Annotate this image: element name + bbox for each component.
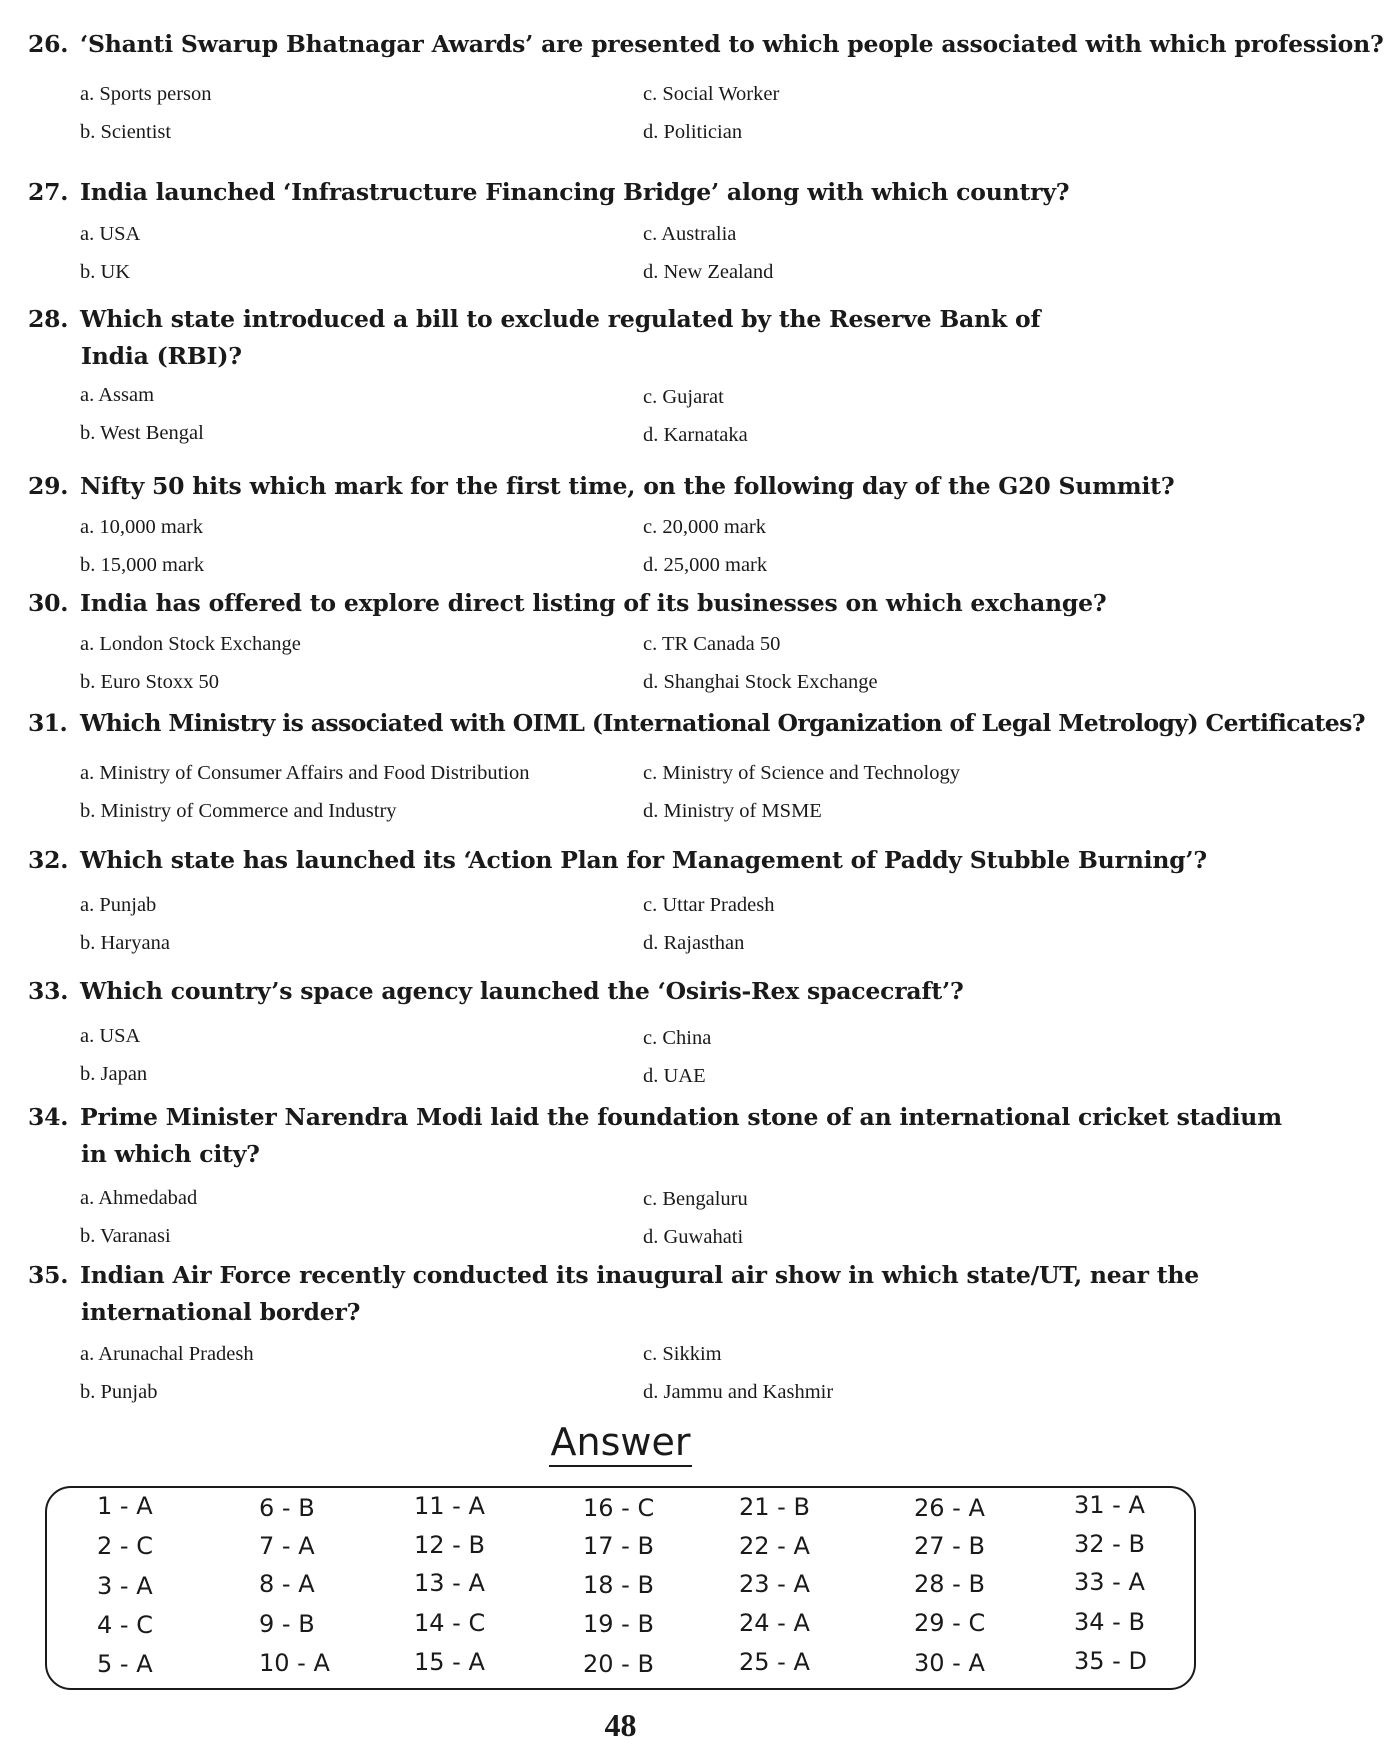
option-b: b. UK: [80, 261, 131, 283]
question-text: Which state introduced a bill to exclude regulated by the Reserve Bank of: [80, 305, 1041, 333]
question-number: 28.: [28, 305, 69, 333]
question-number: 34.: [28, 1103, 69, 1131]
option-b: b. Haryana: [80, 932, 170, 954]
answer-cell: 4 - C: [97, 1611, 153, 1639]
answer-cell: 10 - A: [259, 1649, 330, 1677]
answer-heading-text: Answer: [549, 1420, 693, 1467]
answer-heading: [0, 1418, 1241, 1466]
option-c: c. Uttar Pradesh: [643, 894, 775, 916]
question-number: 31.: [28, 709, 68, 737]
answer-cell: 22 - A: [739, 1532, 810, 1560]
answer-cell: 2 - C: [97, 1532, 153, 1560]
question-text: Indian Air Force recently conducted its inaugural air show in which state/UT, near the: [80, 1261, 1200, 1289]
question-number: 33.: [28, 977, 69, 1005]
option-a: a. 10,000 mark: [80, 516, 203, 538]
answer-cell: 8 - A: [259, 1570, 315, 1598]
option-d: d. Jammu and Kashmir: [643, 1381, 834, 1403]
answer-cell: 15 - A: [414, 1648, 485, 1676]
option-b: b. Scientist: [80, 121, 172, 143]
option-d: d. New Zealand: [643, 261, 774, 283]
option-d: d. Karnataka: [643, 424, 748, 446]
answer-cell: 17 - B: [583, 1532, 654, 1560]
option-b: b. Ministry of Commerce and Industry: [80, 800, 397, 822]
question-number: 27.: [28, 178, 69, 206]
answer-cell: 20 - B: [583, 1650, 654, 1678]
option-b: b. Varanasi: [80, 1225, 171, 1247]
answer-cell: 11 - A: [414, 1492, 485, 1520]
question-number: 32.: [28, 846, 69, 874]
option-c: c. Sikkim: [643, 1343, 722, 1365]
option-c: c. Bengaluru: [643, 1188, 748, 1210]
option-b: b. Euro Stoxx 50: [80, 671, 219, 693]
question-number: 29.: [28, 472, 69, 500]
option-c: c. Gujarat: [643, 386, 724, 408]
answer-cell: 5 - A: [97, 1650, 153, 1678]
option-c: c. TR Canada 50: [643, 633, 781, 655]
question-32: [28, 842, 1228, 879]
question-text-cont: international border?: [81, 1298, 361, 1326]
answer-cell: 31 - A: [1074, 1491, 1145, 1519]
question-26: [28, 26, 1384, 63]
option-c: c. 20,000 mark: [643, 516, 766, 538]
option-b: b. West Bengal: [80, 422, 204, 444]
question-text: Nifty 50 hits which mark for the first time, on the following day of the G20 Summit?: [80, 472, 1175, 500]
option-b: b. 15,000 mark: [80, 554, 205, 576]
question-30: [28, 585, 1228, 622]
option-a: a. Ministry of Consumer Affairs and Food Distribution: [80, 762, 530, 784]
answer-cell: 19 - B: [583, 1610, 654, 1638]
option-b: b. Punjab: [80, 1381, 158, 1403]
option-a: a. London Stock Exchange: [80, 633, 301, 655]
question-number: 35.: [28, 1261, 69, 1289]
answer-cell: 1 - A: [97, 1492, 153, 1520]
answer-cell: 7 - A: [259, 1532, 315, 1560]
answer-cell: 32 - B: [1074, 1530, 1145, 1558]
option-c: c. Social Worker: [643, 83, 780, 105]
option-c: c. Ministry of Science and Technology: [643, 762, 960, 784]
option-a: a. USA: [80, 223, 141, 245]
option-d: d. Guwahati: [643, 1226, 744, 1248]
answer-cell: 13 - A: [414, 1569, 485, 1597]
answer-cell: 28 - B: [914, 1570, 985, 1598]
answer-cell: 3 - A: [97, 1572, 153, 1600]
answer-cell: 27 - B: [914, 1532, 985, 1560]
question-number: 30.: [28, 589, 69, 617]
answer-cell: 33 - A: [1074, 1568, 1145, 1596]
option-a: a. Arunachal Pradesh: [80, 1343, 254, 1365]
question-text: ‘Shanti Swarup Bhatnagar Awards’ are presented to which people associated with which profession?: [80, 30, 1384, 58]
answer-cell: 6 - B: [259, 1494, 315, 1522]
answer-cell: 21 - B: [739, 1493, 810, 1521]
question-number: 26.: [28, 30, 69, 58]
answer-cell: 23 - A: [739, 1570, 810, 1598]
question-35: [28, 1257, 1228, 1331]
option-d: d. Politician: [643, 121, 743, 143]
option-c: c. Australia: [643, 223, 737, 245]
answer-cell: 34 - B: [1074, 1608, 1145, 1636]
question-text: Prime Minister Narendra Modi laid the foundation stone of an international cricket stadium: [80, 1103, 1282, 1131]
option-a: a. Punjab: [80, 894, 157, 916]
question-27: [28, 174, 1228, 211]
answer-cell: 18 - B: [583, 1571, 654, 1599]
answer-cell: 25 - A: [739, 1648, 810, 1676]
answer-cell: 9 - B: [259, 1610, 315, 1638]
option-d: d. UAE: [643, 1065, 706, 1087]
question-29: [28, 468, 1228, 505]
page-number: 48: [604, 1707, 637, 1743]
question-text: India launched ‘Infrastructure Financing Bridge’ along with which country?: [80, 178, 1070, 206]
question-text: Which country’s space agency launched the ‘Osiris-Rex spacecraft’?: [80, 977, 964, 1005]
question-28: [28, 301, 1228, 375]
option-c: c. China: [643, 1027, 712, 1049]
answer-cell: 16 - C: [583, 1494, 655, 1522]
answer-cell: 24 - A: [739, 1609, 810, 1637]
answer-cell: 14 - C: [414, 1609, 486, 1637]
question-text-cont: in which city?: [81, 1140, 260, 1168]
option-d: d. Rajasthan: [643, 932, 745, 954]
option-d: d. Ministry of MSME: [643, 800, 822, 822]
answer-cell: 35 - D: [1074, 1647, 1147, 1675]
answer-cell: 30 - A: [914, 1649, 985, 1677]
question-text: Which Ministry is associated with OIML (International Organization of Legal Metrology) Certificates?: [80, 709, 1365, 737]
answer-cell: 29 - C: [914, 1609, 986, 1637]
question-33: [28, 973, 1228, 1010]
option-a: a. USA: [80, 1025, 141, 1047]
option-b: b. Japan: [80, 1063, 148, 1085]
option-d: d. 25,000 mark: [643, 554, 768, 576]
question-text-cont: India (RBI)?: [81, 342, 242, 370]
option-d: d. Shanghai Stock Exchange: [643, 671, 878, 693]
question-31: [28, 705, 1365, 742]
question-text: India has offered to explore direct listing of its businesses on which exchange?: [80, 589, 1107, 617]
answer-cell: 12 - B: [414, 1531, 485, 1559]
option-a: a. Ahmedabad: [80, 1187, 198, 1209]
option-a: a. Assam: [80, 384, 155, 406]
question-34: [28, 1099, 1282, 1173]
option-a: a. Sports person: [80, 83, 212, 105]
question-text: Which state has launched its ‘Action Plan for Management of Paddy Stubble Burning’?: [80, 846, 1207, 874]
answer-cell: 26 - A: [914, 1494, 985, 1522]
